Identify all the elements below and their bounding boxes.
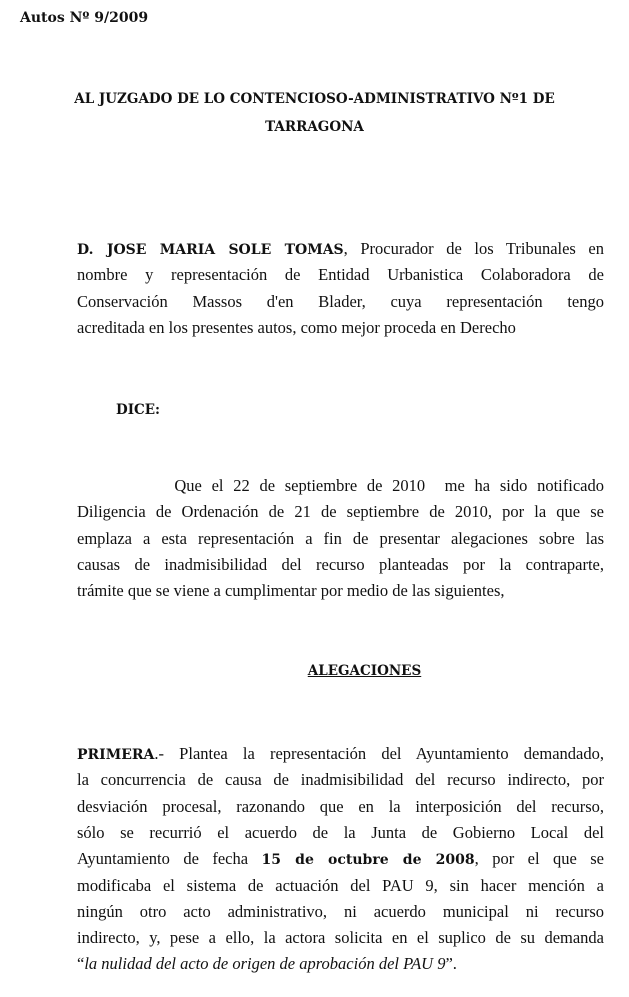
text-segment: trámite que se viene a cumplimentar por medio de las siguientes, (77, 581, 505, 601)
text-segment: .- Plantea la representación del Ayuntamiento demandado, (154, 744, 604, 763)
text-segment: acreditada en los presentes autos, como mejor proceda en Derecho (77, 317, 516, 337)
text-line (77, 797, 604, 817)
text-segment: , por el que se (474, 849, 604, 869)
italic-quote: la nulidad del acto de origen de aprobación del PAU 9 (84, 954, 446, 974)
text-segment: emplaza a esta representación a fin de presentar alegaciones sobre las (77, 528, 604, 548)
text-line (77, 529, 604, 549)
text-segment: modificaba el sistema de actuación del PAU 9, sin hacer mención a (77, 875, 604, 895)
text-segment: Diligencia de Ordenación de 21 de septiembre de 2010, por la que se (77, 502, 604, 522)
text-segment: causas de inadmisibilidad del recurso planteadas por la contraparte, (77, 554, 604, 574)
bold-text: 15 de octubre de 2008 (261, 852, 475, 869)
text-segment: ningún otro acto administrativo, ni acuerdo municipal ni recurso (77, 901, 604, 921)
text-segment: Que el 22 de septiembre de 2010 me ha sido notificado (77, 476, 604, 495)
text-line (77, 581, 604, 601)
court-heading-line-2: TARRAGONA (265, 119, 364, 135)
alegaciones-title: ALEGACIONES (307, 663, 422, 679)
text-segment: Ayuntamiento de fecha (77, 849, 262, 869)
text-segment: , Procurador de los Tribunales en (343, 239, 604, 258)
case-number: Autos Nº 9/2009 (20, 10, 149, 26)
text-line (77, 849, 604, 870)
text-segment: nombre y representación de Entidad Urbanistica Colaboradora de (77, 265, 604, 285)
text-segment: indirecto, y, pese a ello, la actora solicita en el suplico de su demanda (77, 928, 604, 948)
text-line (77, 902, 604, 922)
text-line (77, 476, 604, 496)
text-line (77, 876, 604, 896)
text-line (77, 502, 604, 522)
text-segment: desviación procesal, razonando que en la interposición del recurso, (77, 796, 604, 816)
text-line (77, 265, 604, 285)
text-line (77, 318, 604, 338)
text-segment: la concurrencia de causa de inadmisibilidad del recurso indirecto, por (77, 770, 604, 790)
bold-text: PRIMERA (77, 747, 155, 763)
text-line (77, 954, 604, 974)
text-segment: “ (77, 954, 85, 974)
court-heading-line-1: AL JUZGADO DE LO CONTENCIOSO-ADMINISTRATIVO Nº1 DE (74, 91, 555, 107)
text-line (77, 744, 604, 765)
text-line (77, 770, 604, 790)
bold-text: D. JOSE MARIA SOLE TOMAS (77, 242, 344, 258)
dice-label: DICE: (116, 402, 161, 418)
text-line (77, 292, 604, 312)
text-segment: sólo se recurrió el acuerdo de la Junta de Gobierno Local del (77, 822, 604, 842)
text-line (77, 823, 604, 843)
text-line (77, 928, 604, 948)
text-segment: ”. (445, 954, 457, 974)
text-segment: Conservación Massos d'en Blader, cuya representación tengo (77, 291, 604, 311)
text-line (77, 555, 604, 575)
text-line (77, 239, 604, 260)
